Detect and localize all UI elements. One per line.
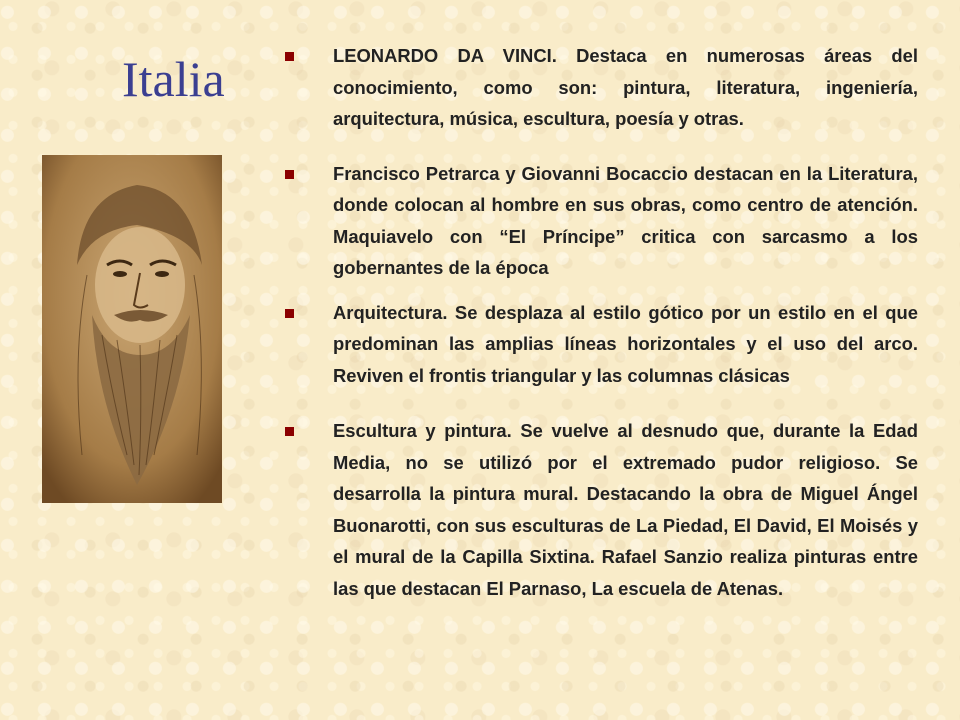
bullet-item-literatura bbox=[285, 158, 918, 284]
bullet-marker bbox=[285, 170, 294, 179]
bullet-item-escultura bbox=[285, 415, 918, 604]
leonardo-portrait-image bbox=[42, 155, 222, 503]
bullet-item-arquitectura bbox=[285, 297, 918, 392]
bullet-list bbox=[285, 40, 918, 627]
bullet-item-leonardo bbox=[285, 40, 918, 135]
bullet-marker bbox=[285, 52, 294, 61]
bullet-text: LEONARDO DA VINCI. Destaca en numerosas áreas del conocimiento, como son: pintura, literatura, ingeniería, arquitectura, música, escultura, poesía y otras. bbox=[333, 45, 918, 129]
bullet-marker bbox=[285, 427, 294, 436]
slide-title: Italia bbox=[122, 51, 225, 107]
bullet-text: Arquitectura. Se desplaza al estilo gótico por un estilo en el que predominan las amplias líneas horizontales y el uso del arco. Reviven el frontis triangular y las columnas clásicas bbox=[333, 301, 918, 386]
bullet-marker bbox=[285, 309, 294, 318]
bullet-text: Francisco Petrarca y Giovanni Bocaccio destacan en la Literatura, donde colocan al hombre en sus obras, como centro de atención. Maquiavelo con “El Príncipe” critica con sarcasmo a los gobernantes de la época bbox=[333, 162, 918, 278]
bullet-text: Escultura y pintura. Se vuelve al desnudo que, durante la Edad Media, no se utilizó por el extremado pudor religioso. Se desarrolla la pintura mural. Destacando la obra de Miguel Ángel Buonarotti, con sus esculturas de La Piedad, El David, El Moisés y el mural de la Capilla Sixtina. Rafael Sanzio realiza pinturas entre las que destacan El Parnaso, La escuela de Atenas. bbox=[333, 420, 918, 599]
